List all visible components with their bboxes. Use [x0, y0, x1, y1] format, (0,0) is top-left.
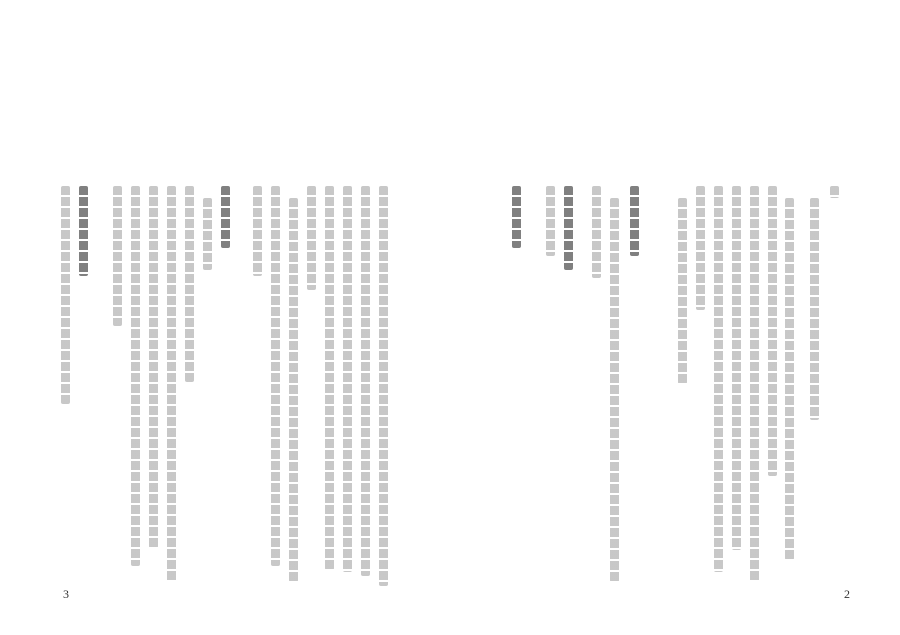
- text-column: [307, 186, 316, 290]
- text-column: [343, 186, 352, 572]
- page-number: 2: [844, 587, 850, 601]
- text-column: [253, 186, 262, 276]
- text-column: [203, 198, 212, 270]
- section-heading: [221, 186, 230, 248]
- right-page: [450, 0, 900, 635]
- section-heading: [79, 186, 88, 276]
- text-column: [61, 186, 70, 404]
- text-column: [830, 186, 839, 198]
- text-column: [732, 186, 741, 550]
- section-heading: [564, 186, 573, 270]
- text-column: [379, 186, 388, 586]
- text-column: [714, 186, 723, 572]
- text-column: [131, 186, 140, 566]
- text-column: [149, 186, 158, 548]
- page-number: 3: [63, 587, 69, 601]
- text-column: [592, 186, 601, 278]
- text-column: [610, 198, 619, 582]
- text-column: [750, 186, 759, 582]
- text-column: [768, 186, 777, 476]
- section-heading: [630, 186, 639, 256]
- text-column: [810, 198, 819, 420]
- text-column: [678, 198, 687, 384]
- text-column: [271, 186, 280, 566]
- text-column: [785, 198, 794, 560]
- text-column: [696, 186, 705, 310]
- text-column: [361, 186, 370, 576]
- section-heading: [512, 186, 521, 248]
- text-column: [113, 186, 122, 326]
- text-column: [325, 186, 334, 570]
- text-column: [167, 186, 176, 582]
- text-column: [289, 198, 298, 582]
- text-column: [546, 186, 555, 256]
- text-column: [185, 186, 194, 382]
